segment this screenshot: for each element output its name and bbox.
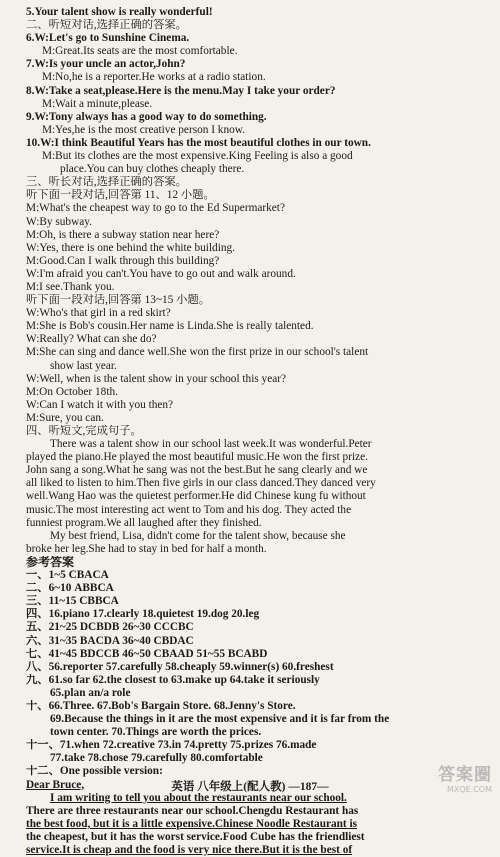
line: M:But its clothes are the most expensive.King Feeling is also a good bbox=[42, 150, 353, 163]
answer-line: 九、61.so far 62.the closest to 63.make up 64.take it seriously bbox=[26, 673, 320, 686]
line: W:By subway. bbox=[26, 215, 92, 228]
line: W:Who's that girl in a red skirt? bbox=[26, 307, 171, 320]
answer-line: 65.plan an/a role bbox=[50, 686, 131, 699]
passage-line: music.The most interesting act went to Tom and his dog. They acted the bbox=[26, 503, 352, 516]
line: W:I'm afraid you can't.You have to go out and walk around. bbox=[26, 267, 296, 280]
answer-line: 四、16.piano 17.clearly 18.quietest 19.dog 20.leg bbox=[26, 608, 260, 621]
letter-line: There are three restaurants near our school.Chengdu Restaurant has bbox=[26, 804, 359, 817]
line: M:Great.Its seats are the most comfortable. bbox=[42, 45, 238, 58]
letter-line: I am writing to tell you about the restaurants near our school. bbox=[50, 791, 347, 804]
line: W:Yes, there is one behind the white building. bbox=[26, 241, 235, 254]
line: M:What's the cheapest way to go to the Ed Supermarket? bbox=[26, 202, 285, 215]
answer-line: 十二、One possible version: bbox=[26, 765, 163, 778]
line: M:I see.Thank you. bbox=[26, 280, 115, 293]
line: M:Good.Can I walk through this building? bbox=[26, 254, 220, 267]
passage-line: funniest program.We all laughed after they finished. bbox=[26, 516, 262, 529]
passage-line: all liked to listen to him.Then five girls in our class danced.They danced very bbox=[26, 477, 376, 490]
letter-line: service.It is cheap and the food is very nice there.But it is the best of bbox=[26, 844, 353, 856]
line: M:Oh, is there a subway station near here? bbox=[26, 228, 220, 241]
line: 7.W:Is your uncle an actor,John? bbox=[26, 58, 186, 71]
line: M:She can sing and dance well.She won the first prize in our school's talent bbox=[26, 346, 369, 359]
section-heading: 二、听短对话,选择正确的答案。 bbox=[26, 19, 187, 32]
answer-line: 六、31~35 BACDA 36~40 CBDAC bbox=[26, 634, 194, 647]
line: W:Can I watch it with you then? bbox=[26, 398, 174, 411]
passage-line: broke her leg.She had to stay in bed for half a month. bbox=[26, 542, 267, 555]
line: M:Sure, you can. bbox=[26, 411, 104, 424]
passage-line: There was a talent show in our school last week.It was wonderful.Peter bbox=[50, 438, 372, 451]
watermark-text: 答案圈 bbox=[438, 765, 492, 785]
passage-line: played the piano.He played the most beautiful music.He won the first prize. bbox=[26, 451, 368, 464]
line: 6.W:Let's go to Sunshine Cinema. bbox=[26, 32, 190, 45]
line: M:No,he is a reporter.He works at a radio station. bbox=[42, 71, 266, 84]
line: M:Wait a minute,please. bbox=[42, 97, 153, 110]
line: 听下面一段对话,回答第 13~15 小题。 bbox=[26, 294, 211, 307]
line: M:She is Bob's cousin.Her name is Linda.She is really talented. bbox=[26, 320, 314, 333]
answer-line: town center. 70.Things are worth the prices. bbox=[50, 726, 262, 739]
answer-line: 二、6~10 ABBCA bbox=[26, 582, 114, 595]
answer-line: 77.take 78.chose 79.carefully 80.comfortable bbox=[50, 752, 263, 765]
answer-line: 69.Because the things in it are the most expensive and it is far from the bbox=[50, 713, 390, 726]
section-heading: 三、听长对话,选择正确的答案。 bbox=[26, 176, 187, 189]
line: 5.Your talent show is really wonderful! bbox=[26, 6, 213, 18]
letter-line: the cheapest, but it has the worst service.Food Cube has the friendliest bbox=[26, 830, 365, 843]
letter-line: the best food, but it is a little expensive.Chinese Noodle Restaurant is bbox=[26, 817, 358, 830]
answer-line: 十、66.Three. 67.Bob's Bargain Store. 68.Jenny's Store. bbox=[26, 699, 296, 712]
line: 听下面一段对话,回答第 11、12 小题。 bbox=[26, 189, 215, 202]
watermark-logo bbox=[426, 766, 492, 796]
answer-line: 七、41~45 BDCCB 46~50 CBAAD 51~55 BCABD bbox=[26, 647, 268, 660]
answer-line: 三、11~15 CBBCA bbox=[26, 595, 119, 608]
section-heading: 四、听短文,完成句子。 bbox=[26, 425, 142, 437]
line: W:Well, when is the talent show in your school this year? bbox=[26, 372, 287, 385]
answer-line: 一、1~5 CBACA bbox=[26, 569, 109, 582]
line: M:On October 18th. bbox=[26, 385, 118, 398]
line: show last year. bbox=[50, 359, 117, 372]
line: W:Really? What can she do? bbox=[26, 333, 157, 346]
answers-title: 参考答案 bbox=[26, 555, 75, 569]
line: 10.W:I think Beautiful Years has the most beautiful clothes in our town. bbox=[26, 136, 371, 149]
line: M:Yes,he is the most creative person I know. bbox=[42, 123, 246, 136]
line: place.You can buy clothes cheaply there. bbox=[60, 163, 245, 176]
letter-greeting: Dear Bruce, bbox=[26, 778, 85, 791]
answer-line: 八、56.reporter 57.carefully 58.cheaply 59.winner(s) 60.freshest bbox=[26, 660, 334, 673]
watermark-url: MXQE.COM bbox=[446, 785, 492, 794]
line: 8.W:Take a seat,please.Here is the menu.May I take your order? bbox=[26, 84, 336, 97]
passage-line: well.Wang Hao was the quietest performer.He did Chinese kung fu without bbox=[26, 490, 366, 503]
page-footer: 英语 八年级上(配人教) —187— bbox=[171, 781, 329, 793]
answer-line: 十一、71.when 72.creative 73.in 74.pretty 75.prizes 76.made bbox=[26, 739, 317, 752]
line: 9.W:Tony always has a good way to do something. bbox=[26, 110, 267, 123]
passage-line: My best friend, Lisa, didn't come for the talent show, because she bbox=[50, 529, 346, 542]
passage-line: John sang a song.What he sang was not the best.But he sang clearly and we bbox=[26, 464, 368, 477]
answer-line: 五、21~25 DCBDB 26~30 CCCBC bbox=[26, 621, 194, 634]
